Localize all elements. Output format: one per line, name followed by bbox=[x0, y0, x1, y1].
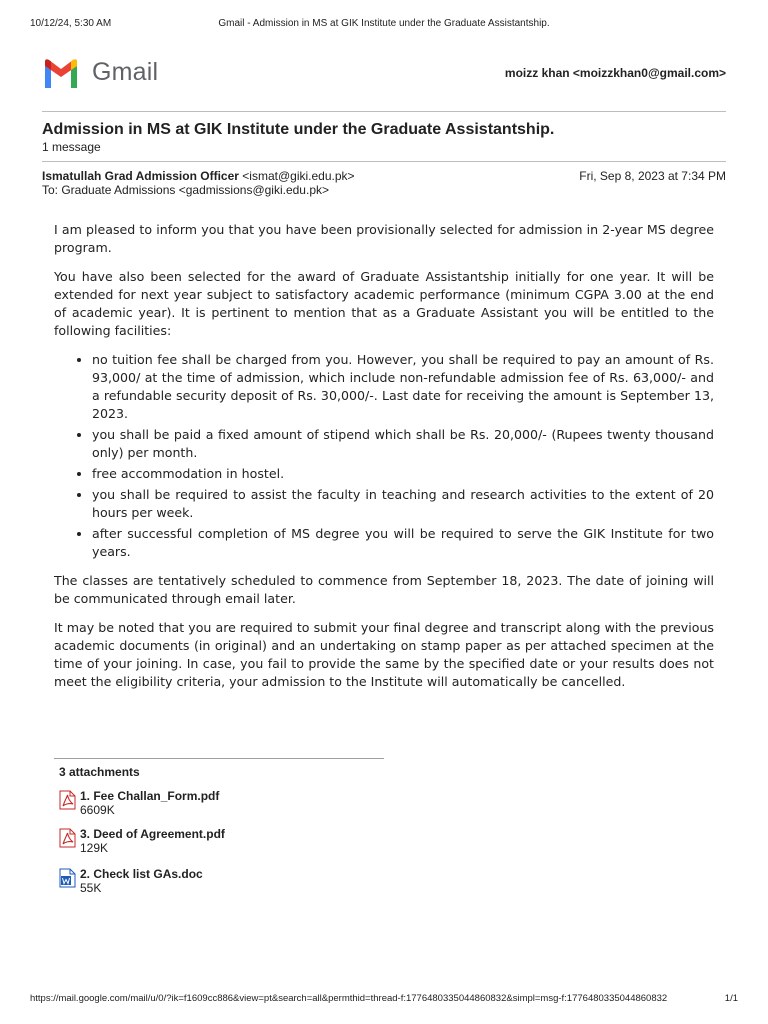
attachment-size: 6609K bbox=[80, 803, 115, 817]
body-paragraph: It may be noted that you are required to submit your final degree and transcript along with the previous academic documents (in original) and an undertaking on stamp paper as per attached specimen at the time of your joining. In case, you fail to provide the same by the specified date or your results does not meet the eligibility criteria, your admission to the Institute will automatically be cancelled. bbox=[54, 620, 714, 689]
gmail-wordmark: Gmail bbox=[92, 58, 159, 86]
list-item: • you shall be required to assist the faculty in teaching and research activities to the extent of 20 hours per week. bbox=[92, 486, 714, 522]
attachment-item[interactable] bbox=[59, 827, 359, 857]
gmail-logo-icon bbox=[42, 58, 80, 88]
sender-line bbox=[42, 169, 726, 183]
list-item: • free accommodation in hostel. bbox=[92, 465, 714, 483]
print-header bbox=[30, 18, 738, 32]
facilities-list bbox=[54, 351, 714, 561]
attachment-size: 129K bbox=[80, 841, 109, 855]
word-doc-icon bbox=[59, 868, 76, 888]
attachment-name[interactable]: 1. Fee Challan_Form.pdf bbox=[80, 789, 220, 803]
pdf-icon bbox=[59, 790, 76, 810]
print-page-title: Gmail - Admission in MS at GIK Institute under the Graduate Assistantship. bbox=[218, 18, 550, 29]
list-item: • no tuition fee shall be charged from you. However, you shall be required to pay an amount of Rs. 93,000/ at the time of admission, which include non-refundable admission fee of Rs. 63,000/- and a refundable security deposit of Rs. 30,000/-. Last date for receiving the amount is September 13, 2023. bbox=[92, 351, 714, 423]
recipient-line: To: Graduate Admissions <gadmissions@giki.edu.pk> bbox=[42, 183, 329, 197]
body-paragraph: You have also been selected for the award of Graduate Assistantship initially for one year. It will be extended for next year subject to satisfactory academic performance (minimum CGPA 3.00 at the end of academic year). It is pertinent to mention that as a Graduate Assistant you will be entitled to the following facilities: bbox=[54, 269, 714, 338]
attachment-name[interactable]: 3. Deed of Agreement.pdf bbox=[80, 827, 225, 841]
account-label: moizz khan <moizzkhan0@gmail.com> bbox=[504, 66, 726, 80]
attachments-count: 3 attachments bbox=[59, 765, 140, 779]
page-url: https://mail.google.com/mail/u/0/?ik=f1609cc886&view=pt&search=all&permthid=thread-f:1776480335044860832&simpl=msg-f:1776480335044860832 bbox=[30, 993, 668, 1004]
attachments-divider bbox=[54, 758, 384, 759]
divider bbox=[42, 111, 726, 112]
sender-email[interactable]: <ismat@giki.edu.pk> bbox=[242, 169, 355, 183]
attachment-size: 55K bbox=[80, 881, 102, 895]
attachment-name[interactable]: 2. Check list GAs.doc bbox=[80, 867, 203, 881]
attachment-item[interactable] bbox=[59, 867, 359, 897]
pdf-icon bbox=[59, 828, 76, 848]
message-count: 1 message bbox=[42, 140, 101, 154]
print-footer bbox=[30, 993, 738, 1007]
attachment-item[interactable] bbox=[59, 789, 359, 819]
message-body bbox=[54, 221, 714, 702]
print-datetime: 10/12/24, 5:30 AM bbox=[30, 18, 112, 29]
thread-subject: Admission in MS at GIK Institute under the Graduate Assistantship. bbox=[42, 121, 555, 138]
page-number: 1/1 bbox=[724, 993, 738, 1004]
list-item: • you shall be paid a fixed amount of stipend which shall be Rs. 20,000/- (Rupees twenty thousand only) per month. bbox=[92, 426, 714, 462]
list-item: • after successful completion of MS degree you will be required to serve the GIK Institute for two years. bbox=[92, 525, 714, 561]
message-date: Fri, Sep 8, 2023 at 7:34 PM bbox=[579, 169, 726, 183]
body-paragraph: The classes are tentatively scheduled to commence from September 18, 2023. The date of joining will be communicated through email later. bbox=[54, 573, 714, 606]
body-paragraph: I am pleased to inform you that you have been provisionally selected for admission in 2-year MS degree program. bbox=[54, 222, 714, 255]
gmail-header bbox=[42, 56, 726, 94]
sender-name: Ismatullah Grad Admission Officer bbox=[42, 169, 239, 183]
divider bbox=[42, 161, 726, 162]
